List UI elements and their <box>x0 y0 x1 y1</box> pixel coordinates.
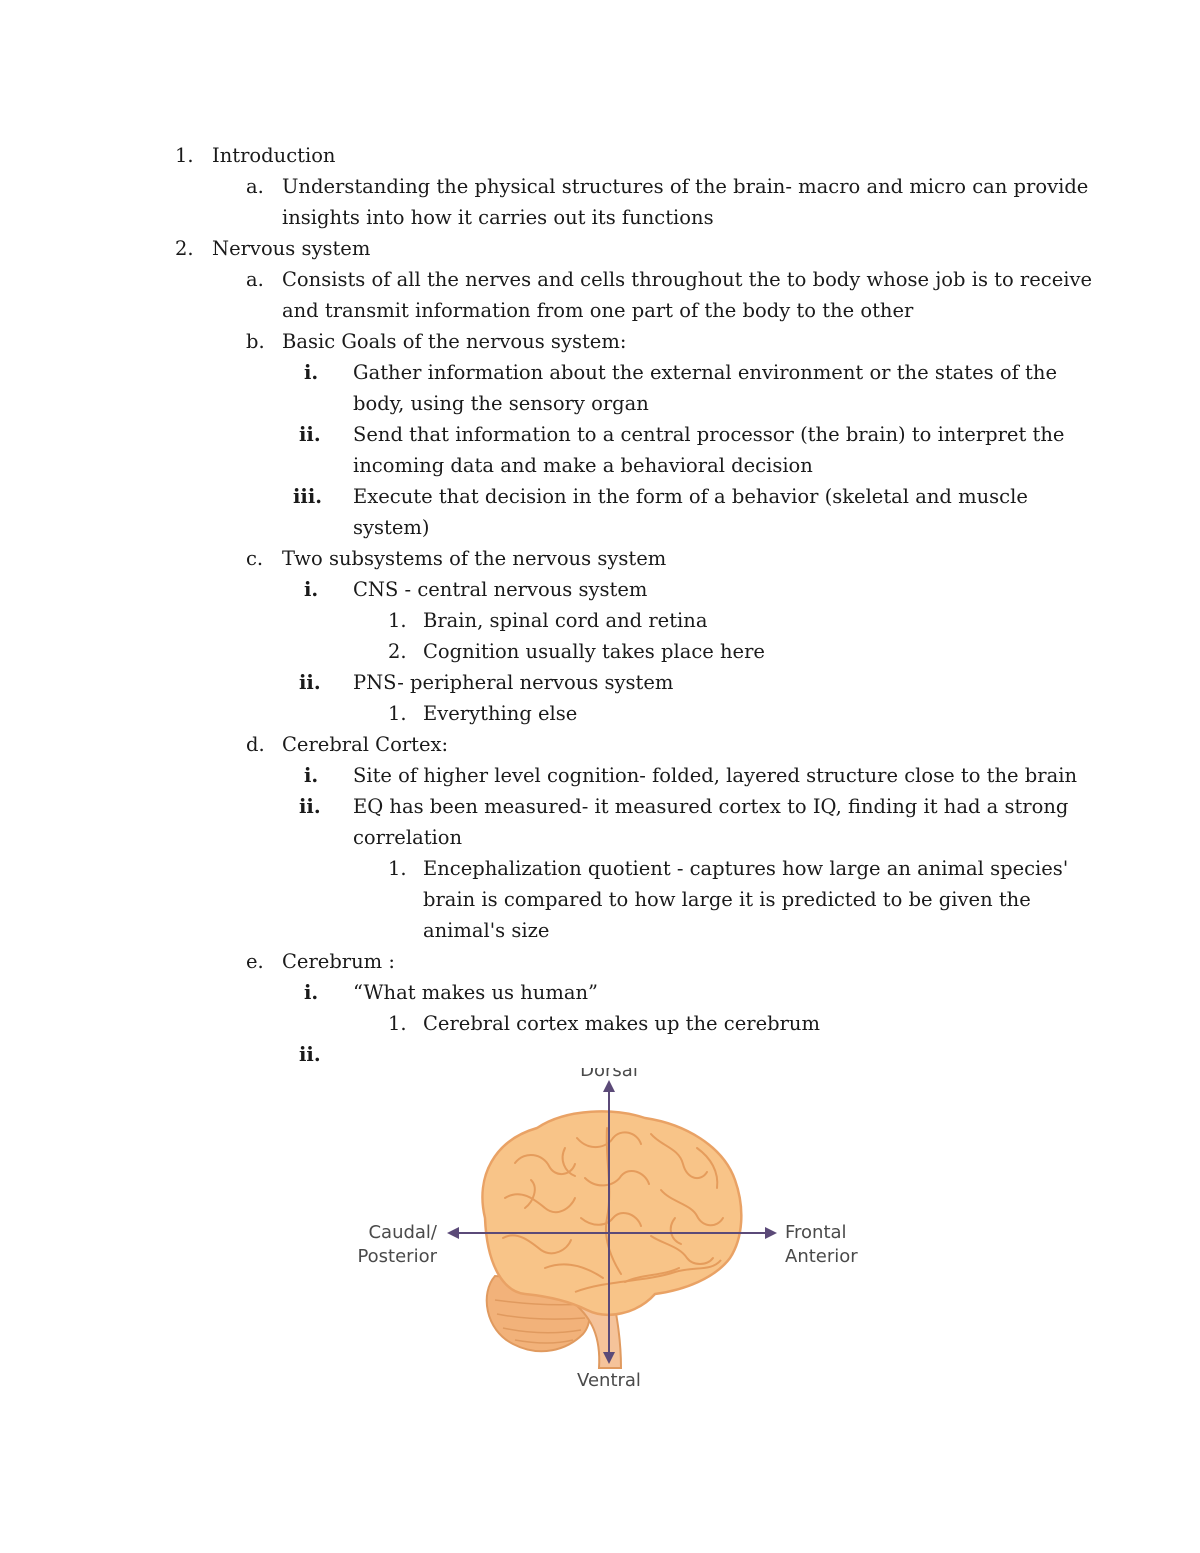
label-frontal: Frontal <box>785 1222 847 1243</box>
label-dorsal: Dorsal <box>580 1068 638 1081</box>
list-text: Cerebrum : <box>282 950 395 973</box>
list-marker: 1. <box>388 702 407 725</box>
arrow-up-icon <box>603 1080 615 1092</box>
list-marker: a. <box>246 268 264 291</box>
list-marker: ii. <box>299 423 321 446</box>
list-marker: ii. <box>299 1043 321 1066</box>
list-text: insights into how it carries out its functions <box>282 206 714 229</box>
list-marker: 1. <box>388 609 407 632</box>
list-text: Cognition usually takes place here <box>423 640 765 663</box>
label-posterior: Posterior <box>357 1246 437 1267</box>
list-text: EQ has been measured- it measured cortex to IQ, finding it had a strong <box>353 795 1069 818</box>
list-marker: 2. <box>175 237 194 260</box>
list-text: Everything else <box>423 702 578 725</box>
list-marker: e. <box>246 950 264 973</box>
list-text: Site of higher level cognition- folded, layered structure close to the brain <box>353 764 1078 787</box>
list-marker: a. <box>246 175 264 198</box>
list-text: body, using the sensory organ <box>353 392 649 415</box>
label-ventral: Ventral <box>577 1370 641 1391</box>
list-text: brain is compared to how large it is predicted to be given the <box>423 888 1031 911</box>
brain-diagram-svg <box>345 1068 875 1398</box>
list-marker: c. <box>246 547 264 570</box>
list-text: animal's size <box>423 919 550 942</box>
list-text: Introduction <box>212 144 336 167</box>
arrow-left-icon <box>447 1227 459 1239</box>
list-text: incoming data and make a behavioral decision <box>353 454 813 477</box>
list-marker: 2. <box>388 640 407 663</box>
list-text: Execute that decision in the form of a behavior (skeletal and muscle <box>353 485 1028 508</box>
list-text: Cerebral cortex makes up the cerebrum <box>423 1012 820 1035</box>
list-text: PNS- peripheral nervous system <box>353 671 674 694</box>
list-marker: ii. <box>299 795 321 818</box>
list-text: Cerebral Cortex: <box>282 733 449 756</box>
list-marker: 1. <box>175 144 194 167</box>
list-text: CNS - central nervous system <box>353 578 648 601</box>
list-text: Consists of all the nerves and cells throughout the to body whose job is to receive <box>282 268 1093 291</box>
arrow-right-icon <box>765 1227 777 1239</box>
list-text: Encephalization quotient - captures how large an animal species' <box>423 857 1069 880</box>
list-marker: b. <box>246 330 265 353</box>
list-text: correlation <box>353 826 463 849</box>
list-marker: i. <box>304 578 319 601</box>
list-marker: ii. <box>299 671 321 694</box>
list-marker: i. <box>304 361 319 384</box>
list-marker: iii. <box>293 485 323 508</box>
list-marker: 1. <box>388 857 407 880</box>
list-text: Nervous system <box>212 237 371 260</box>
list-text: Two subsystems of the nervous system <box>282 547 667 570</box>
label-anterior: Anterior <box>785 1246 858 1267</box>
list-text: Understanding the physical structures of the brain- macro and micro can provide <box>282 175 1089 198</box>
list-text: Gather information about the external environment or the states of the <box>353 361 1057 384</box>
list-marker: i. <box>304 764 319 787</box>
list-text: Send that information to a central processor (the brain) to interpret the <box>353 423 1065 446</box>
brain-orientation-diagram <box>345 1068 875 1398</box>
list-marker: i. <box>304 981 319 1004</box>
list-text: “What makes us human” <box>353 981 598 1004</box>
list-text: Basic Goals of the nervous system: <box>282 330 627 353</box>
list-marker: 1. <box>388 1012 407 1035</box>
list-marker: d. <box>246 733 265 756</box>
list-text: Brain, spinal cord and retina <box>423 609 708 632</box>
label-caudal: Caudal/ <box>368 1222 437 1243</box>
list-text: and transmit information from one part of the body to the other <box>282 299 914 322</box>
list-text: system) <box>353 516 430 539</box>
